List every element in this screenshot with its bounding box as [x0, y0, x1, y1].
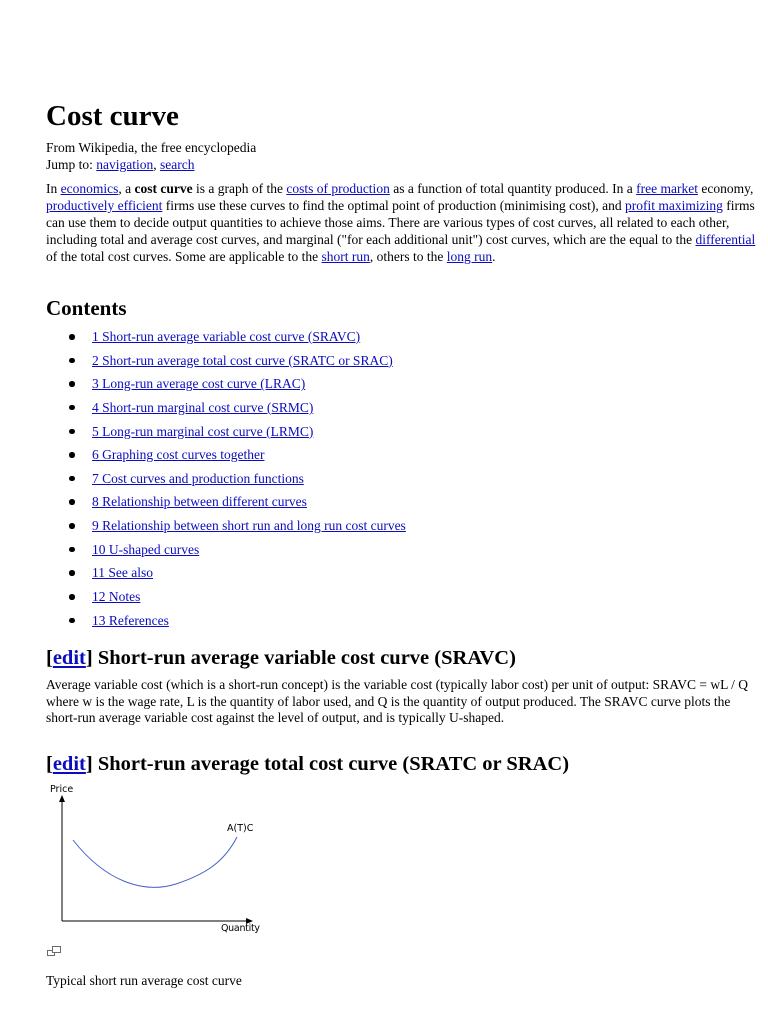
bullet-icon [69, 429, 75, 435]
jump-separator: , [153, 157, 161, 172]
toc-item [62, 372, 406, 396]
toc-item [62, 349, 406, 373]
link-costs-of-production[interactable]: costs of production [286, 181, 390, 196]
section-heading-sravc [46, 645, 516, 671]
jump-navigation-link[interactable]: navigation [96, 157, 154, 172]
toc-item [62, 585, 406, 609]
table-of-contents [62, 325, 406, 632]
y-axis-label: Price [50, 784, 74, 795]
toc-link[interactable]: 12 Notes [92, 589, 141, 605]
toc-item [62, 561, 406, 585]
toc-link[interactable]: 11 See also [92, 565, 153, 581]
page-title: Cost curve [46, 100, 179, 132]
figure-caption: Typical short run average cost curve [46, 973, 242, 988]
bracket-close: ] [85, 647, 93, 669]
toc-link[interactable]: 10 U-shaped curves [92, 541, 200, 557]
bullet-icon [69, 570, 75, 576]
toc-item [62, 420, 406, 444]
toc-link[interactable]: 2 Short-run average total cost curve (SRATC or SRAC) [92, 352, 393, 368]
average-total-cost-curve [73, 837, 237, 887]
term-cost-curve: cost curve [134, 181, 193, 196]
toc-item [62, 396, 406, 420]
intro-text: In [46, 181, 61, 196]
bullet-icon [69, 594, 75, 600]
link-long-run[interactable]: long run [446, 249, 493, 265]
bullet-icon [69, 334, 75, 340]
average-cost-curve-figure[interactable] [46, 780, 266, 938]
section-paragraph-sravc: Average variable cost (which is a short-run concept) is the variable cost (typically labor cost) per unit of output: SRAVC = wL / Q where w is the wage rate, L is the quantity of labor used, and Q is the quantity of output produced. The SRAVC curve plots the short-run average variable cost against the level of output, and is typically U-shaped. [46, 677, 749, 725]
curve-label: A(T)C [227, 823, 254, 834]
edit-link[interactable]: edit [52, 647, 86, 669]
bullet-icon [69, 358, 75, 364]
bracket-open: [ [46, 647, 53, 669]
contents-heading: Contents [46, 296, 127, 320]
section-title: Short-run average variable cost curve (SRAVC) [92, 647, 516, 669]
bullet-icon [69, 523, 75, 529]
toc-item [62, 325, 406, 349]
intro-text: is a graph of the [192, 181, 287, 196]
bullet-icon [69, 476, 75, 482]
jump-prefix: Jump to: [46, 157, 97, 172]
x-axis-label: Quantity [221, 923, 260, 934]
bullet-icon [69, 618, 75, 624]
intro-text: , others to the [369, 249, 447, 265]
toc-item [62, 467, 406, 491]
toc-link[interactable]: 7 Cost curves and production functions [92, 470, 304, 486]
intro-text: economy, [697, 181, 754, 196]
jump-to-links [46, 156, 195, 173]
bullet-icon [69, 499, 75, 505]
bullet-icon [69, 452, 75, 458]
toc-link[interactable]: 13 References [92, 612, 169, 628]
bullet-icon [69, 405, 75, 411]
toc-link[interactable]: 3 Long-run average cost curve (LRAC) [92, 376, 306, 392]
toc-link[interactable]: 1 Short-run average variable cost curve (SRAVC) [92, 329, 361, 344]
edit-link[interactable]: edit [52, 753, 86, 775]
link-profit-maximizing[interactable]: profit maximizing [625, 198, 723, 214]
bullet-icon [69, 381, 75, 387]
bracket-close: ] [85, 753, 93, 775]
section-title: Short-run average total cost curve (SRATC or SRAC) [92, 753, 570, 775]
intro-text: , a [118, 181, 135, 196]
link-productively-efficient[interactable]: productively efficient [46, 198, 163, 214]
site-tagline: From Wikipedia, the free encyclopedia [46, 140, 257, 155]
toc-link[interactable]: 5 Long-run marginal cost curve (LRMC) [92, 423, 314, 439]
y-axis-arrow [59, 795, 65, 802]
toc-link[interactable]: 9 Relationship between short run and long run cost curves [92, 518, 406, 534]
intro-text: firms can use them to decide output quantities to achieve those aims. There are various types of cost curves, all related to each other, including total and average cost curves, and marginal ("for each additional unit") cost curves, which are the equal to the [46, 198, 755, 248]
toc-item [62, 490, 406, 514]
intro-text: firms use these curves to find the optimal point of production (minimising cost), and [162, 198, 626, 214]
toc-item [62, 609, 406, 633]
toc-item [62, 538, 406, 562]
toc-link[interactable]: 8 Relationship between different curves [92, 494, 307, 510]
intro-text: . [492, 249, 496, 265]
toc-link[interactable]: 6 Graphing cost curves together [92, 447, 265, 463]
bracket-open: [ [46, 753, 53, 775]
bullet-icon [69, 547, 75, 553]
link-free-market[interactable]: free market [636, 181, 698, 196]
toc-item [62, 443, 406, 467]
section-heading-sratc [46, 751, 569, 777]
jump-search-link[interactable]: search [160, 157, 195, 172]
enlarge-icon[interactable] [47, 946, 62, 957]
link-differential[interactable]: differential [695, 232, 756, 248]
toc-item [62, 514, 406, 538]
intro-text: as a function of total quantity produced. In a [389, 181, 637, 196]
intro-paragraph [46, 180, 758, 265]
link-short-run[interactable]: short run [321, 249, 370, 265]
intro-text: of the total cost curves. Some are applicable to the [46, 249, 322, 265]
link-economics[interactable]: economics [60, 181, 119, 196]
toc-link[interactable]: 4 Short-run marginal cost curve (SRMC) [92, 399, 314, 415]
